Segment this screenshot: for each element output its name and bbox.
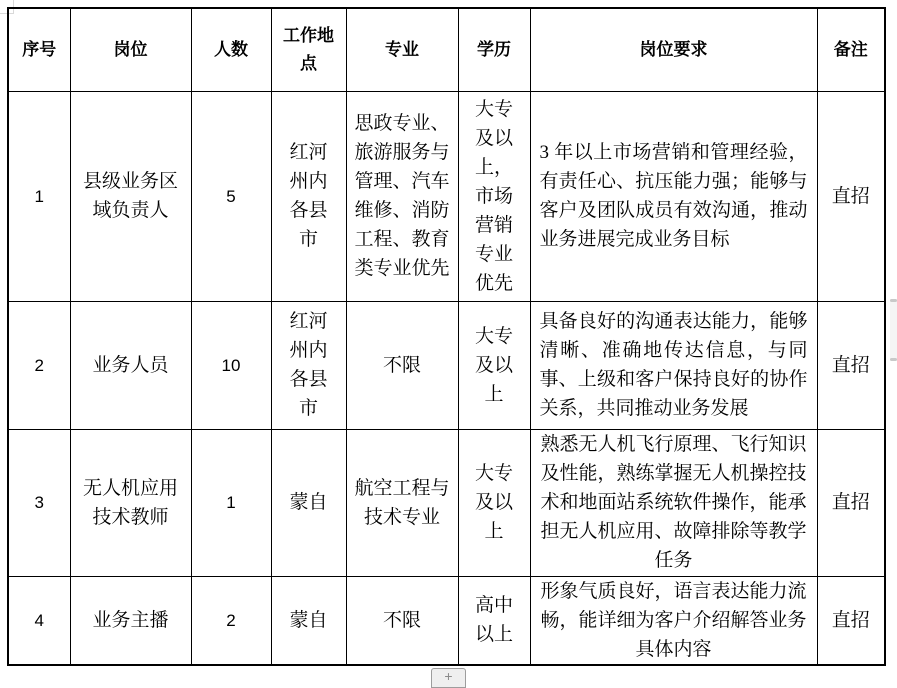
table-row [8, 576, 885, 665]
col-header-count: 人数 [191, 8, 271, 91]
cell-education: 高中以上 [458, 576, 530, 665]
cell-requirements: 形象气质良好，语言表达能力流畅，能详细为客户介绍解答业务具体内容 [530, 576, 817, 665]
cell-count: 2 [191, 576, 271, 665]
cell-position: 业务主播 [70, 576, 191, 665]
col-header-education: 学历 [458, 8, 530, 91]
cell-major: 不限 [346, 301, 458, 429]
cell-requirements: 熟悉无人机飞行原理、飞行知识及性能，熟练掌握无人机操控技术和地面站系统软件操作，能承担无人机应用、故障排除等教学任务 [530, 429, 817, 576]
cell-location: 红河州内各县市 [271, 91, 346, 301]
col-header-location: 工作地点 [271, 8, 346, 91]
cell-no: 3 [8, 429, 70, 576]
cell-requirements: 具备良好的沟通表达能力，能够清晰、准确地传达信息，与同事、上级和客户保持良好的协作关系，共同推动业务发展 [530, 301, 817, 429]
col-header-note: 备注 [817, 8, 885, 91]
header-row [8, 8, 885, 91]
cell-education: 大专及以上 [458, 301, 530, 429]
job-postings-table [7, 7, 886, 666]
add-row-button[interactable] [431, 668, 466, 688]
cell-position: 无人机应用技术教师 [70, 429, 191, 576]
cell-position: 县级业务区域负责人 [70, 91, 191, 301]
table-row [8, 91, 885, 301]
cell-major: 不限 [346, 576, 458, 665]
vertical-scrollbar-thumb[interactable] [890, 299, 897, 361]
cell-no: 1 [8, 91, 70, 301]
cell-no: 2 [8, 301, 70, 429]
table-row [8, 301, 885, 429]
cell-count: 1 [191, 429, 271, 576]
cell-location: 蒙自 [271, 429, 346, 576]
cell-education: 大专及以上，市场营销专业优先 [458, 91, 530, 301]
cell-note: 直招 [817, 91, 885, 301]
cell-major: 思政专业、旅游服务与管理、汽车维修、消防工程、教育类专业优先 [346, 91, 458, 301]
cell-requirements: 3 年以上市场营销和管理经验，有责任心、抗压能力强；能够与客户及团队成员有效沟通，推动业务进展完成业务目标 [530, 91, 817, 301]
cell-count: 5 [191, 91, 271, 301]
cell-location: 蒙自 [271, 576, 346, 665]
cell-education: 大专及以上 [458, 429, 530, 576]
cell-note: 直招 [817, 429, 885, 576]
col-header-no: 序号 [8, 8, 70, 91]
col-header-major: 专业 [346, 8, 458, 91]
cell-note: 直招 [817, 301, 885, 429]
cell-count: 10 [191, 301, 271, 429]
col-header-position: 岗位 [70, 8, 191, 91]
table-row [8, 429, 885, 576]
cell-no: 4 [8, 576, 70, 665]
cell-note: 直招 [817, 576, 885, 665]
cell-position: 业务人员 [70, 301, 191, 429]
cell-location: 红河州内各县市 [271, 301, 346, 429]
plus-icon: + [444, 668, 453, 684]
col-header-requirements: 岗位要求 [530, 8, 817, 91]
cell-major: 航空工程与技术专业 [346, 429, 458, 576]
